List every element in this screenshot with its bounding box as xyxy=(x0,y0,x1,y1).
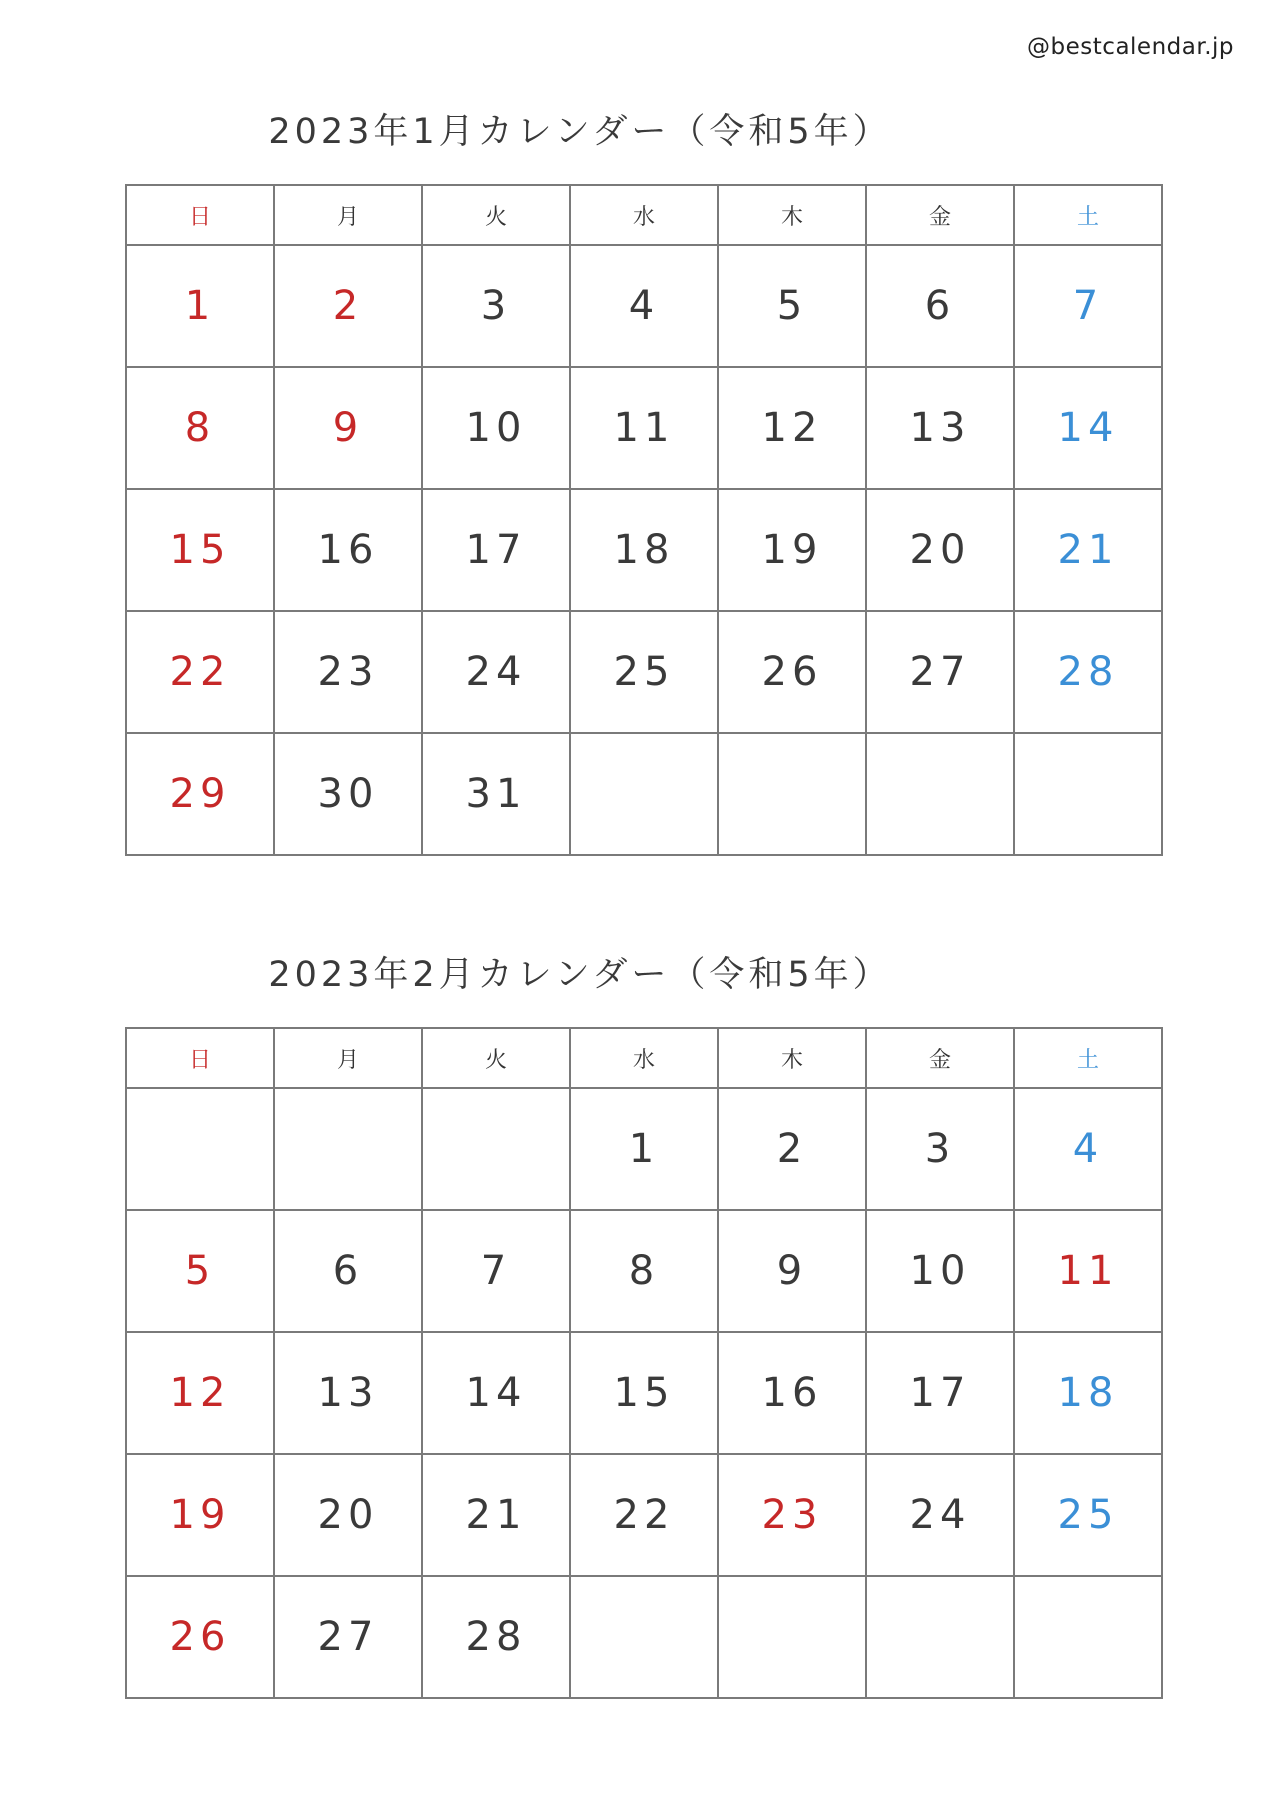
weekday-wed: 水 xyxy=(570,185,718,245)
week-row xyxy=(126,367,1162,489)
day-cell: 8 xyxy=(570,1210,718,1332)
day-cell: 6 xyxy=(274,1210,422,1332)
day-cell: 11 xyxy=(1014,1210,1162,1332)
day-cell: 28 xyxy=(1014,611,1162,733)
day-cell: 30 xyxy=(274,733,422,855)
day-cell: 19 xyxy=(718,489,866,611)
weekday-thu: 木 xyxy=(718,185,866,245)
day-cell: 20 xyxy=(866,489,1014,611)
empty-day-cell xyxy=(422,1088,570,1210)
day-cell: 7 xyxy=(422,1210,570,1332)
weekday-mon: 月 xyxy=(274,185,422,245)
day-cell: 29 xyxy=(126,733,274,855)
day-cell: 12 xyxy=(718,367,866,489)
day-cell: 16 xyxy=(274,489,422,611)
weekday-header-row xyxy=(126,185,1162,245)
day-cell: 22 xyxy=(126,611,274,733)
day-cell: 23 xyxy=(718,1454,866,1576)
weekday-sat: 土 xyxy=(1014,1028,1162,1088)
weekday-sun: 日 xyxy=(126,185,274,245)
day-cell: 15 xyxy=(126,489,274,611)
day-cell: 17 xyxy=(422,489,570,611)
day-cell: 14 xyxy=(422,1332,570,1454)
day-cell: 25 xyxy=(570,611,718,733)
day-cell: 5 xyxy=(718,245,866,367)
day-cell: 28 xyxy=(422,1576,570,1698)
week-row xyxy=(126,1454,1162,1576)
day-cell: 31 xyxy=(422,733,570,855)
empty-day-cell xyxy=(1014,1576,1162,1698)
day-cell: 20 xyxy=(274,1454,422,1576)
week-row xyxy=(126,1210,1162,1332)
week-row xyxy=(126,1088,1162,1210)
weekday-tue: 火 xyxy=(422,1028,570,1088)
day-cell: 1 xyxy=(570,1088,718,1210)
day-cell: 23 xyxy=(274,611,422,733)
day-cell: 15 xyxy=(570,1332,718,1454)
day-cell: 14 xyxy=(1014,367,1162,489)
day-cell: 18 xyxy=(570,489,718,611)
day-cell: 3 xyxy=(866,1088,1014,1210)
weekday-sun: 日 xyxy=(126,1028,274,1088)
day-cell: 7 xyxy=(1014,245,1162,367)
day-cell: 9 xyxy=(274,367,422,489)
calendar-title-february: 2023年2月カレンダー（令和5年） xyxy=(268,955,892,995)
empty-day-cell xyxy=(718,733,866,855)
day-cell: 27 xyxy=(866,611,1014,733)
day-cell: 9 xyxy=(718,1210,866,1332)
calendar-body xyxy=(126,245,1162,855)
day-cell: 4 xyxy=(1014,1088,1162,1210)
weekday-wed: 水 xyxy=(570,1028,718,1088)
day-cell: 18 xyxy=(1014,1332,1162,1454)
weekday-header-row xyxy=(126,1028,1162,1088)
day-cell: 24 xyxy=(422,611,570,733)
day-cell: 10 xyxy=(422,367,570,489)
weekday-thu: 木 xyxy=(718,1028,866,1088)
day-cell: 11 xyxy=(570,367,718,489)
day-cell: 8 xyxy=(126,367,274,489)
week-row xyxy=(126,611,1162,733)
day-cell: 21 xyxy=(1014,489,1162,611)
day-cell: 12 xyxy=(126,1332,274,1454)
empty-day-cell xyxy=(274,1088,422,1210)
week-row xyxy=(126,489,1162,611)
week-row xyxy=(126,1576,1162,1698)
calendar-body xyxy=(126,1088,1162,1698)
week-row xyxy=(126,245,1162,367)
week-row xyxy=(126,733,1162,855)
day-cell: 19 xyxy=(126,1454,274,1576)
day-cell: 25 xyxy=(1014,1454,1162,1576)
day-cell: 4 xyxy=(570,245,718,367)
day-cell: 16 xyxy=(718,1332,866,1454)
day-cell: 5 xyxy=(126,1210,274,1332)
day-cell: 26 xyxy=(718,611,866,733)
calendar-january xyxy=(125,184,1163,856)
weekday-fri: 金 xyxy=(866,1028,1014,1088)
day-cell: 26 xyxy=(126,1576,274,1698)
weekday-sat: 土 xyxy=(1014,185,1162,245)
day-cell: 10 xyxy=(866,1210,1014,1332)
empty-day-cell xyxy=(866,1576,1014,1698)
week-row xyxy=(126,1332,1162,1454)
weekday-tue: 火 xyxy=(422,185,570,245)
day-cell: 6 xyxy=(866,245,1014,367)
day-cell: 24 xyxy=(866,1454,1014,1576)
weekday-fri: 金 xyxy=(866,185,1014,245)
calendar-title-january: 2023年1月カレンダー（令和5年） xyxy=(268,112,892,152)
site-credit: @bestcalendar.jp xyxy=(1027,34,1234,60)
empty-day-cell xyxy=(570,733,718,855)
empty-day-cell xyxy=(866,733,1014,855)
calendar-february xyxy=(125,1027,1163,1699)
day-cell: 13 xyxy=(274,1332,422,1454)
empty-day-cell xyxy=(570,1576,718,1698)
empty-day-cell xyxy=(1014,733,1162,855)
day-cell: 13 xyxy=(866,367,1014,489)
day-cell: 2 xyxy=(274,245,422,367)
empty-day-cell xyxy=(126,1088,274,1210)
weekday-mon: 月 xyxy=(274,1028,422,1088)
day-cell: 2 xyxy=(718,1088,866,1210)
day-cell: 1 xyxy=(126,245,274,367)
day-cell: 17 xyxy=(866,1332,1014,1454)
day-cell: 27 xyxy=(274,1576,422,1698)
empty-day-cell xyxy=(718,1576,866,1698)
day-cell: 3 xyxy=(422,245,570,367)
day-cell: 22 xyxy=(570,1454,718,1576)
day-cell: 21 xyxy=(422,1454,570,1576)
